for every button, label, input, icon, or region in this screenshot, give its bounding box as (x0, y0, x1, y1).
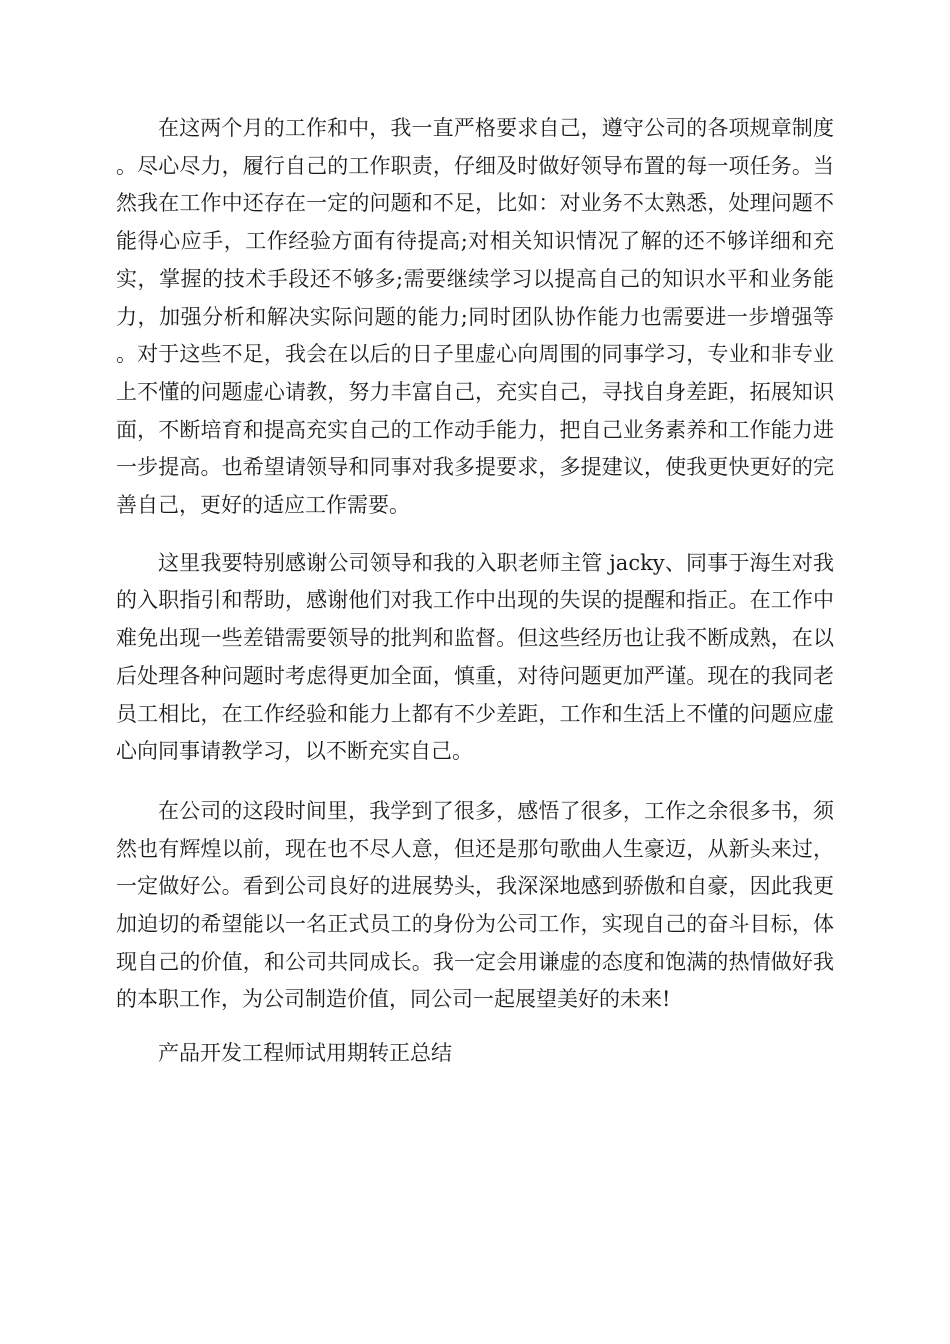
document-body (116, 110, 834, 1073)
paragraph-1: 在这两个月的工作和中，我一直严格要求自己，遵守公司的各项规章制度。尽心尽力，履行自己的工作职责，仔细及时做好领导布置的每一项任务。当然我在工作中还存在一定的问题和不足，比如：对业务不太熟悉，处理问题不能得心应手，工作经验方面有待提高;对相关知识情况了解的还不够详细和充实，掌握的技术手段还不够多;需要继续学习以提高自己的知识水平和业务能力，加强分析和解决实际问题的能力;同时团队协作能力也需要进一步增强等。对于这些不足，我会在以后的日子里虚心向周围的同事学习，专业和非专业上不懂的问题虚心请教，努力丰富自己，充实自己，寻找自身差距，拓展知识面，不断培育和提高充实自己的工作动手能力，把自己业务素养和工作能力进一步提高。也希望请领导和同事对我多提要求，多提建议，使我更快更好的完善自己，更好的适应工作需要。 (116, 116, 834, 518)
paragraph-3: 在公司的这段时间里，我学到了很多，感悟了很多，工作之余很多书，须然也有辉煌以前，现在也不尽人意，但还是那句歌曲人生豪迈，从新头来过，一定做好公。看到公司良好的进展势头，我深深地感到骄傲和自豪，因此我更加迫切的希望能以一名正式员工的身份为公司工作，实现自己的奋斗目标，体现自己的价值，和公司共同成长。我一定会用谦虚的态度和饱满的热情做好我的本职工作，为公司制造价值，同公司一起展望美好的未来! (116, 798, 834, 1012)
paragraph-2: 这里我要特别感谢公司领导和我的入职老师主管 jacky、同事于海生对我的入职指引和帮助，感谢他们对我工作中出现的失误的提醒和指正。在工作中难免出现一些差错需要领导的批判和监督。但这些经历也让我不断成熟，在以后处理各种问题时考虑得更加全面，慎重，对待问题更加严谨。现在的我同老员工相比，在工作经验和能力上都有不少差距，工作和生活上不懂的问题应虚心向同事请教学习，以不断充实自己。 (116, 550, 834, 764)
section-title: 产品开发工程师试用期转正总结 (158, 1041, 452, 1066)
